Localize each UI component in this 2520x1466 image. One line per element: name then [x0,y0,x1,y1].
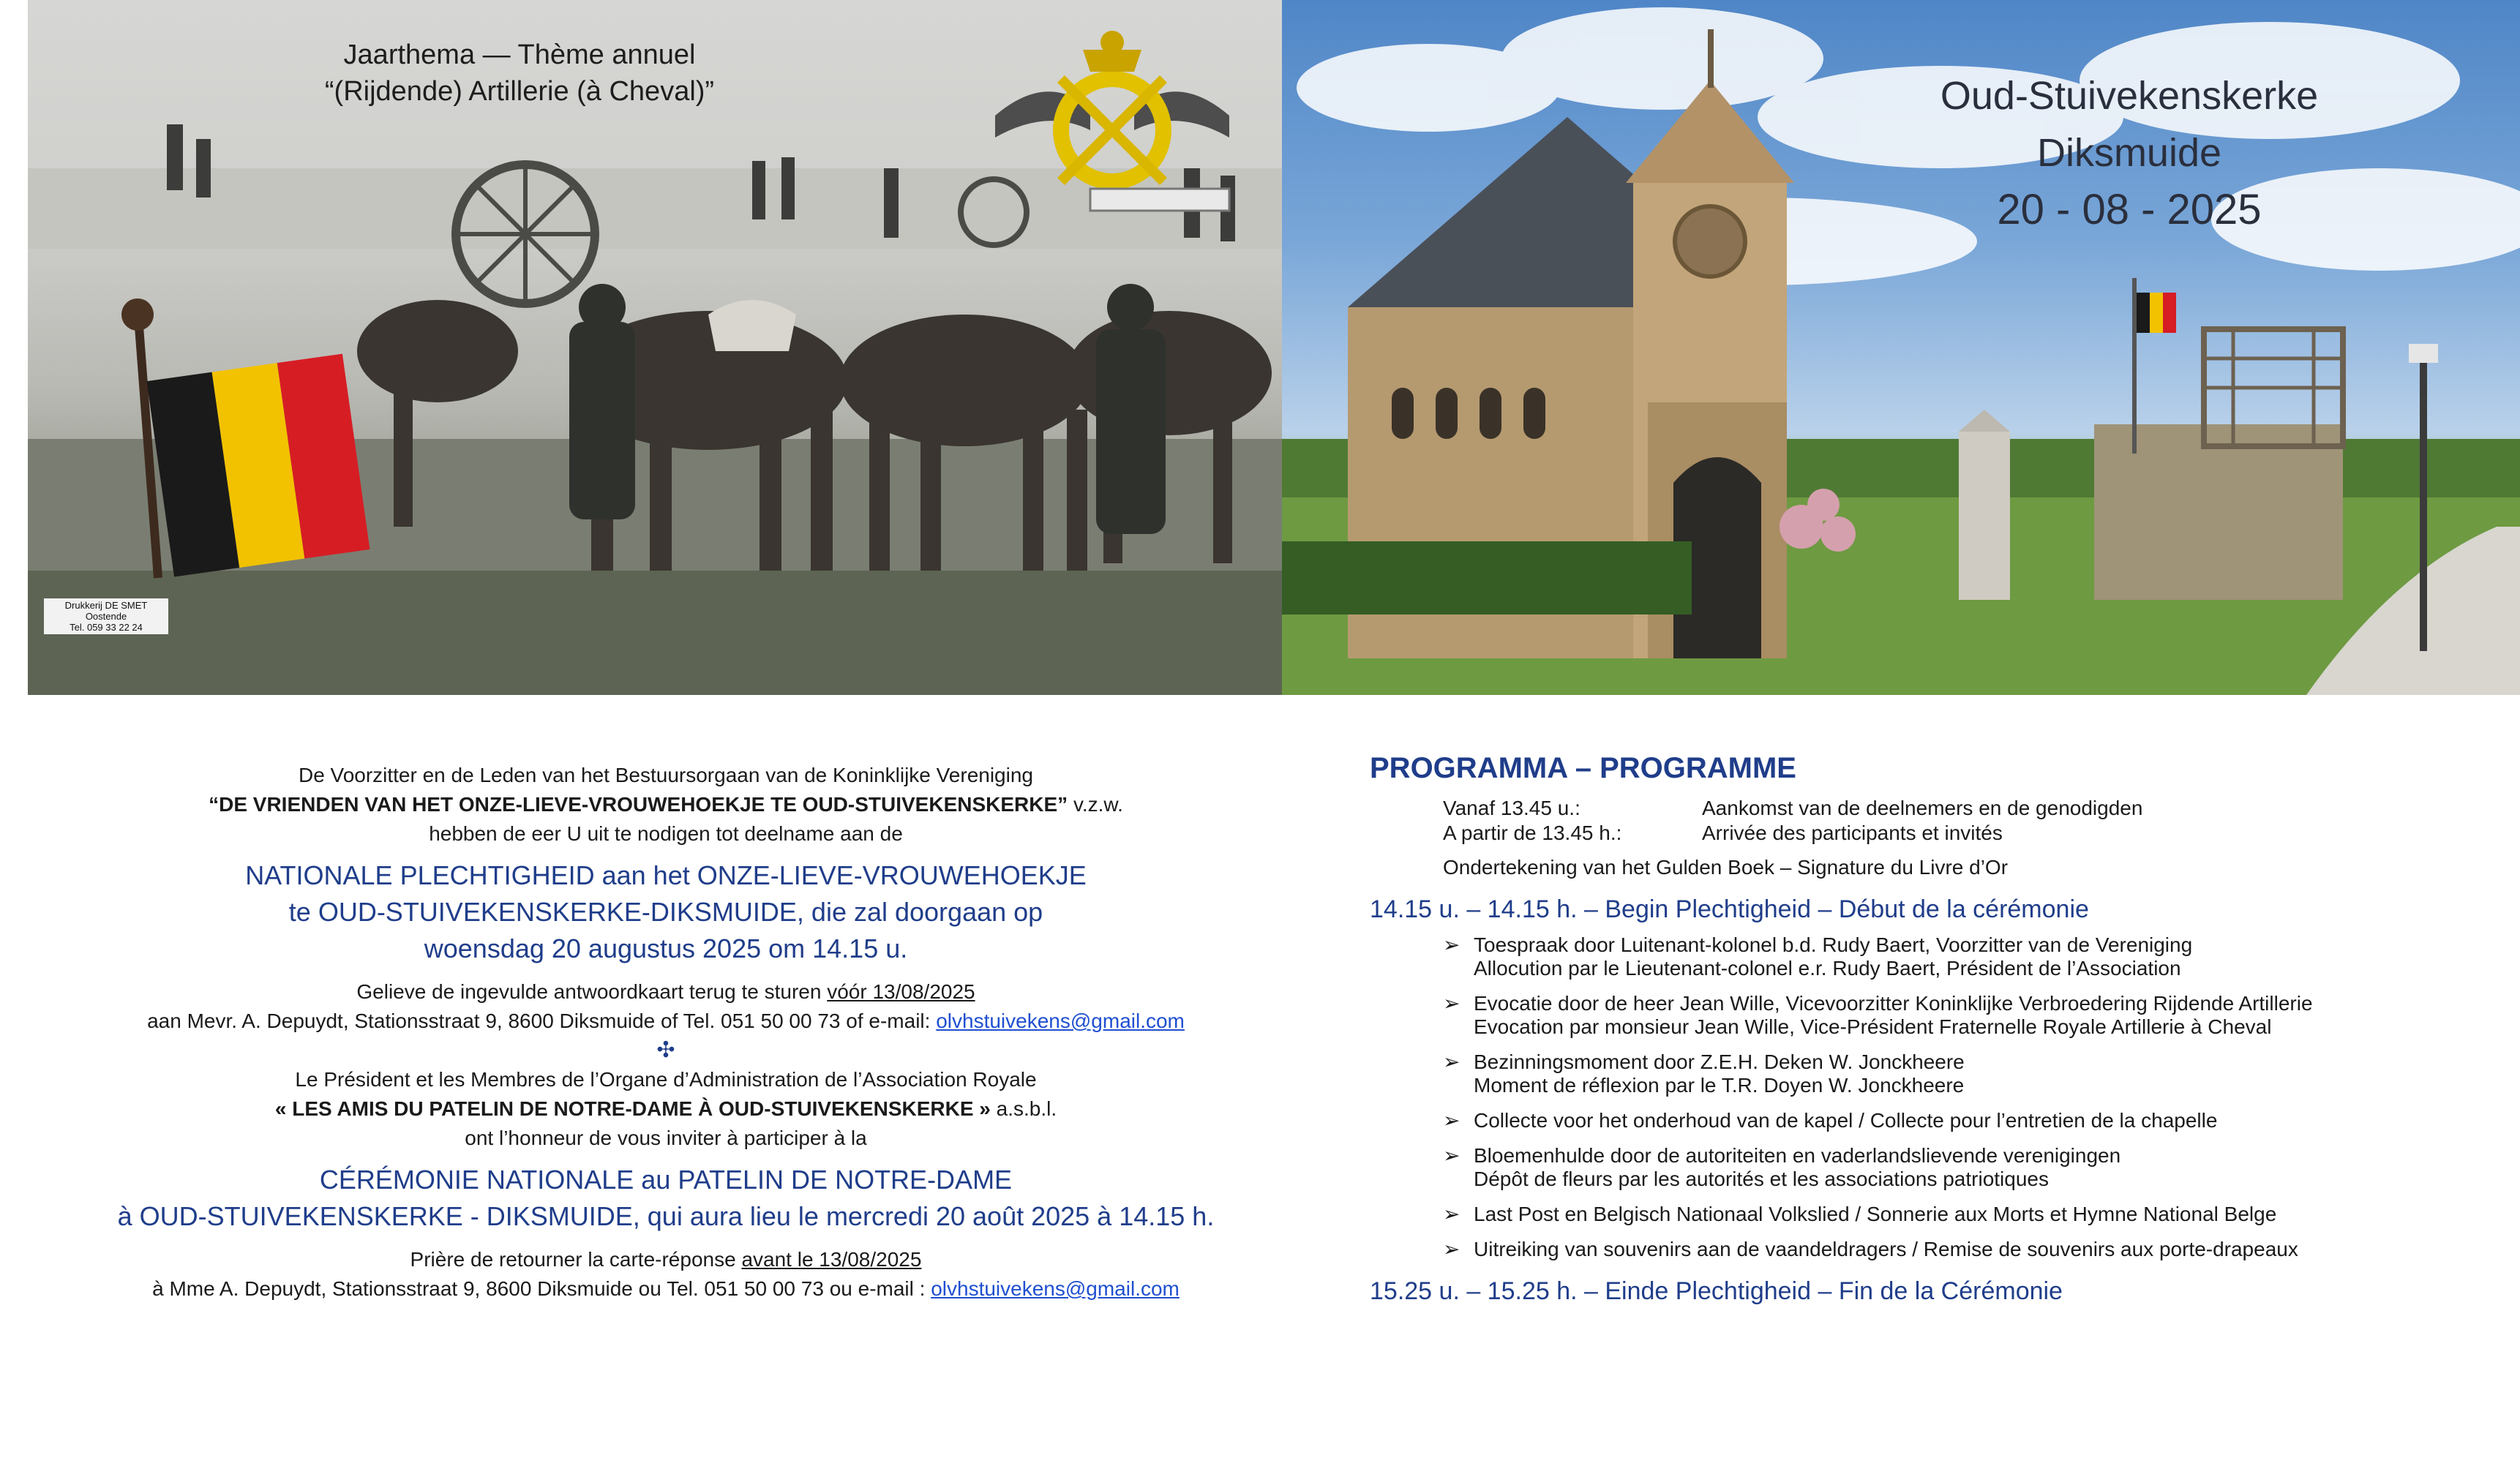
invite-fr-title2: à OUD-STUIVEKENSKERKE - DIKSMUIDE, qui aura lieu le mercredi 20 août 2025 à 14.15 h. [117,1201,1215,1231]
invite-fr-association-suffix: a.s.b.l. [996,1097,1057,1120]
invite-nl-title3: woensdag 20 augustus 2025 om 14.15 u. [424,933,908,963]
annual-theme-line1: Jaarthema — Thème annuel [343,40,696,70]
program-items [1443,933,2497,1261]
printer-name: Drukkerij DE SMET [64,600,148,611]
arrival-times [1443,796,2497,846]
invite-nl-association-suffix: v.z.w. [1073,793,1123,816]
invite-nl-association-name: “DE VRIENDEN VAN HET ONZE-LIEVE-VROUWEHOEKJE TE OUD-STUIVEKENSKERKE” [209,793,1068,816]
program-item [1443,1203,2497,1226]
invite-fr-association [88,1094,1244,1124]
printer-label [44,598,168,634]
program-item-nl: Bezinningsmoment door Z.E.H. Deken W. Jonckheere [1474,1050,1965,1073]
program-item-nl: Bloemenhulde door de autoriteiten en vaderlandslievende verenigingen [1474,1144,2121,1167]
arrow-bullet-icon: ➢ [1443,1238,1460,1260]
program-item-fr: Allocution par le Lieutenant-colonel e.r. Rudy Baert, Président de l’Association [1474,957,2181,980]
separator-icon: ✣ [656,1038,675,1062]
invite-fr-email-link[interactable]: olvhstuivekens@gmail.com [931,1277,1180,1300]
program-item [1443,1144,2497,1191]
invite-nl-reply-date: vóór 13/08/2025 [827,980,975,1003]
program-item-nl: Evocatie door de heer Jean Wille, Vicevoorzitter Koninklijke Verbroedering Rijdende Artillerie [1474,992,2313,1015]
invite-fr-association-name: « LES AMIS DU PATELIN DE NOTRE-DAME À OUD-STUIVEKENSKERKE » [274,1097,991,1120]
program-item-text: Last Post en Belgisch Nationaal Volkslied / Sonnerie aux Morts et Hymne National Belge [1474,1203,2277,1225]
program-item [1443,1109,2497,1132]
event-header [1873,67,2385,238]
arrow-bullet-icon: ➢ [1443,1109,1460,1132]
program-section [1370,746,2497,1309]
program-item-fr: Evocation par monsieur Jean Wille, Vice-Président Fraternelle Royale Artillerie à Cheval [1474,1015,2272,1038]
program-item [1443,933,2497,980]
invite-nl-title1: NATIONALE PLECHTIGHEID aan het ONZE-LIEVE-VROUWEHOEKJE [245,860,1087,890]
printer-phone: Tel. 059 33 22 24 [70,622,143,633]
arrow-bullet-icon: ➢ [1443,992,1460,1015]
invitation-text [88,761,1244,1304]
arrow-bullet-icon: ➢ [1443,933,1460,956]
event-place: Oud-Stuivekenskerke [1940,74,2319,118]
arrow-bullet-icon: ➢ [1443,1144,1460,1167]
arrival-time-fr: A partir de 13.45 h.: [1443,822,1622,844]
program-item-text: Uitreiking van souvenirs aan de vaandeldragers / Remise de souvenirs aux porte-drapeaux [1474,1238,2298,1260]
program-item [1443,1050,2497,1097]
event-date: 20 - 08 - 2025 [1997,186,2262,233]
invite-nl-reply [88,977,1244,1007]
golden-book-signature: Ondertekening van het Gulden Boek – Signature du Livre d’Or [1443,856,2009,879]
annual-theme-line2: “(Rijdende) Artillerie (à Cheval)” [324,76,715,107]
program-item [1443,1238,2497,1261]
invite-nl-email-link[interactable]: olvhstuivekens@gmail.com [936,1010,1185,1032]
program-item-fr: Dépôt de fleurs par les autorités et les associations patriotiques [1474,1168,2049,1190]
program-item [1443,992,2497,1039]
printer-city: Oostende [85,611,127,622]
invite-fr-reply-prefix: Prière de retourner la carte-réponse [410,1248,736,1271]
artillery-emblem-icon [980,20,1244,218]
ceremony-start: 14.15 u. – 14.15 h. – Begin Plechtigheid – Début de la cérémonie [1370,895,2089,923]
invite-fr-address-text: à Mme A. Depuydt, Stationsstraat 9, 8600 Diksmuide ou Tel. 051 50 00 73 ou e-mail : [152,1277,926,1300]
arrow-bullet-icon: ➢ [1443,1050,1460,1073]
invite-nl-address-text: aan Mevr. A. Depuydt, Stationsstraat 9, 8600 Diksmuide of Tel. 051 50 00 73 of e-mail: [147,1010,931,1032]
invite-fr-line3: ont l’honneur de vous inviter à participer à la [465,1127,867,1149]
arrival-text-nl: Aankomst van de deelnemers en de genodigden [1702,797,2143,819]
invite-fr-reply [88,1245,1244,1274]
program-item-text: Collecte voor het onderhoud van de kapel / Collecte pour l’entretien de la chapelle [1474,1109,2218,1132]
program-item-nl: Toespraak door Luitenant-kolonel b.d. Rudy Baert, Voorzitter van de Vereniging [1474,933,2193,956]
invite-nl-line1: De Voorzitter en de Leden van het Bestuursorgaan van de Koninklijke Vereniging [298,764,1033,786]
program-title: PROGRAMMA – PROGRAMME [1370,752,1796,784]
invite-fr-line1: Le Président et les Membres de l’Organe d’Administration de l’Association Royale [295,1068,1037,1091]
invite-fr-title1: CÉRÉMONIE NATIONALE au PATELIN DE NOTRE-DAME [319,1165,1013,1195]
program-item-fr: Moment de réflexion par le T.R. Doyen W. Jonckheere [1474,1074,1965,1097]
arrival-time-nl: Vanaf 13.45 u.: [1443,797,1580,819]
invite-fr-reply-date: avant le 13/08/2025 [741,1248,922,1271]
invite-nl-address [88,1007,1244,1036]
arrow-bullet-icon: ➢ [1443,1203,1460,1225]
invite-nl-title2: te OUD-STUIVEKENSKERKE-DIKSMUIDE, die zal doorgaan op [288,897,1043,927]
invite-fr-address [88,1274,1244,1304]
annual-theme-caption [205,37,834,110]
invite-nl-association [88,790,1244,819]
arrival-text-fr: Arrivée des participants et invités [1702,822,2003,844]
event-city: Diksmuide [2036,131,2222,175]
ceremony-end: 15.25 u. – 15.25 h. – Einde Plechtigheid – Fin de la Cérémonie [1370,1277,2063,1305]
invite-nl-reply-prefix: Gelieve de ingevulde antwoordkaart terug te sturen [356,980,822,1003]
invite-nl-line3: hebben de eer U uit te nodigen tot deelname aan de [429,822,903,845]
